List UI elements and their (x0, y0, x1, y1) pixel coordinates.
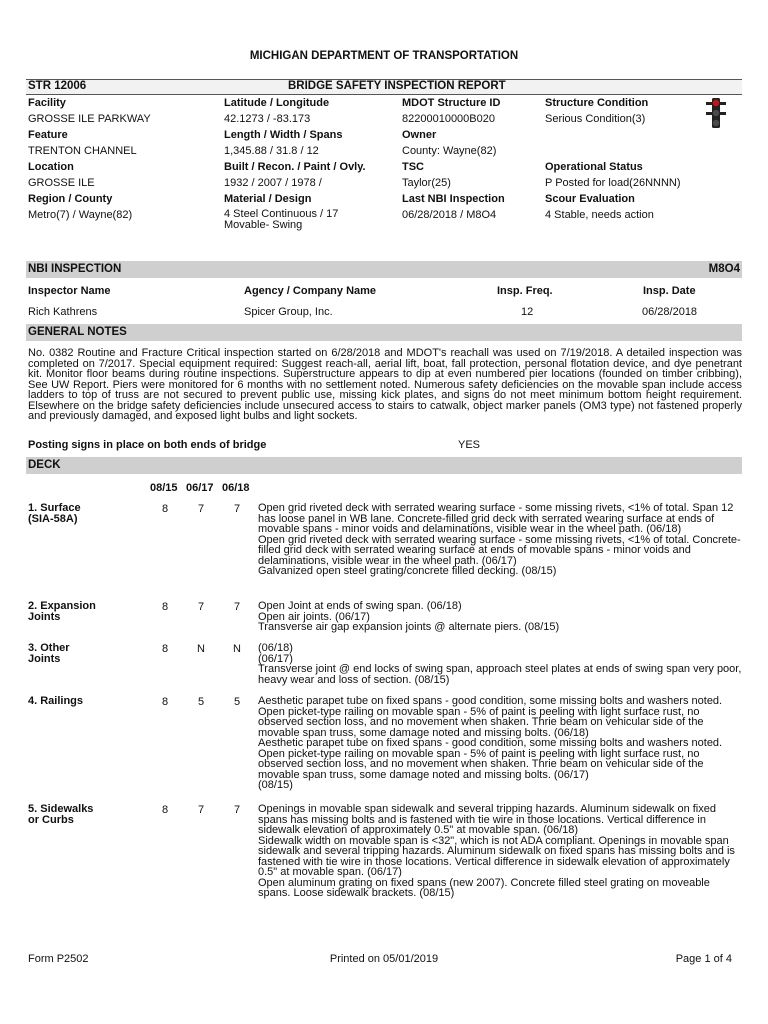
deck-row-label: 3. Other Joints (28, 642, 70, 665)
region-label: Region / County (28, 193, 113, 205)
deck-row-label: 1. Surface (SIA-58A) (28, 502, 81, 525)
structure-condition-value: Serious Condition(3) (545, 113, 646, 125)
report-title: BRIDGE SAFETY INSPECTION REPORT (288, 80, 506, 92)
posting-signs-label: Posting signs in place on both ends of bridge (28, 439, 267, 451)
deck-row-description: Aesthetic parapet tube on fixed spans - good condition, some missing bolts and washers noted. Open picket-type railing on movable span - 5% of paint is peeling with light surface rust, no observed section loss, and no movement when shaken. Thrie beam on vehicular side of the movable span truss, some damage noted and missing bolts. (06/18) Aesthetic parapet tube on fixed spans - good condition, some missing bolts and washers noted. Open picket-type railing on movable span - 5% of paint is peeling with light surface rust, no observed section loss, and no movement when shaken. Thrie beam on vehicular side of the movable span truss, some damage noted and missing bolts. (06/17) (08/15) (258, 695, 723, 791)
rating-0815: 8 (161, 503, 169, 515)
rating-0617: 5 (197, 696, 205, 708)
location-label: Location (28, 161, 74, 173)
length-label: Length / Width / Spans (224, 129, 343, 141)
structure-condition-label: Structure Condition (545, 97, 649, 109)
rating-0618: 7 (233, 503, 241, 515)
insp-date-header: Insp. Date (643, 285, 696, 297)
rating-0617: 7 (197, 804, 205, 816)
built-value: 1932 / 2007 / 1978 / (224, 177, 322, 189)
agency-name-header: Agency / Company Name (244, 285, 377, 297)
insp-freq-header: Insp. Freq. (497, 285, 553, 297)
deck-row-label: 5. Sidewalks or Curbs (28, 803, 94, 826)
inspector-name-header: Inspector Name (28, 285, 111, 297)
deck-section-header (26, 457, 742, 474)
insp-date: 06/28/2018 (642, 306, 698, 318)
feature-label: Feature (28, 129, 68, 141)
deck-row-label: 2. Expansion Joints (28, 600, 96, 623)
deck-col-0815: 08/15 (150, 482, 178, 494)
deck-col-0618: 06/18 (222, 482, 250, 494)
facility-label: Facility (28, 97, 66, 109)
nbi-section-header (26, 261, 742, 278)
material-label: Material / Design (224, 193, 312, 205)
latlon-value: 42.1273 / -83.173 (224, 113, 311, 125)
nbi-section-title: NBI INSPECTION (28, 263, 122, 275)
rating-0617: 7 (197, 503, 205, 515)
latlon-label: Latitude / Longitude (224, 97, 330, 109)
general-notes-header (26, 324, 742, 341)
rating-0815: 8 (161, 804, 169, 816)
general-notes-title: GENERAL NOTES (28, 326, 127, 338)
deck-row-description: (06/18) (06/17) Transverse joint @ end locks of swing span, approach steel plates at ends of swing span very poor, heavy wear and loss of section. (08/15) (258, 642, 742, 686)
mdot-id-value: 82200010000B020 (402, 113, 495, 125)
deck-row-description: Open grid riveted deck with serrated wearing surface - some missing rivets, <1% of total. Span 12 has loose panel in WB lane. Concrete-filled grid deck with serrated wearing surface at ends of movable spans - minor voids and delaminations, visible wear in the wheel path. (06/18) Open grid riveted deck with serrated wearing surface - some missing rivets, <1% of total. Concrete-filled grid deck with serrated wearing surface at ends of movable spans - minor voids and delaminations, visible wear in the wheel path. (06/17) Galvanized open steel grating/concrete filled decking. (08/15) (258, 502, 741, 577)
agency-title: MICHIGAN DEPARTMENT OF TRANSPORTATION (249, 50, 519, 62)
rating-0815: 8 (161, 601, 169, 613)
traffic-light-icon (705, 97, 727, 129)
company-name: Spicer Group, Inc. (244, 306, 333, 318)
scour-label: Scour Evaluation (545, 193, 635, 205)
operational-status-label: Operational Status (545, 161, 643, 173)
deck-section-title: DECK (28, 459, 61, 471)
deck-row-label: 4. Railings (28, 695, 84, 707)
form-number: Form P2502 (28, 953, 89, 965)
deck-row-description: Openings in movable span sidewalk and several tripping hazards. Aluminum sidewalk on fixed spans has missing bolts and is fastened with tie wire in those locations. Vertical difference in sidewalk elevation of approximately 0.5" at movable span. (06/18) Sidewalk width on movable span is <32", which is not ADA compliant. Openings in movable span sidewalk and several tripping hazards. Aluminum sidewalk on fixed spans has missing bolts and is fastened with tie wire in those locations. Vertical difference in sidewalk elevation of approximately 0.5" at movable span. (06/17) Open aluminum grating on fixed spans (new 2007). Concrete filled steel grating on moveable spans. Loose sidewalk brackets. (08/15) (258, 803, 735, 899)
posting-signs-value: YES (458, 439, 481, 451)
general-notes-text: No. 0382 Routine and Fracture Critical inspection started on 6/28/2018 and MDOT's reachall was used on 7/19/2018. A detailed inspection was completed on 7/2017. Special equipment required: Suggest reach-all, aerial lift, boat, fall protection, personal flotation device, and dye penetrant kit. Monitor floor beams during routine inspections. Superstructure appears to dip at even numbered pier locations (founded on timber cribbing), See UW Report. Piers were monitored for 6 months with no settlement noted. Numerous safety deficiencies on the movable span include access ladders to top of truss are not secured to prevent public use, missing kick plates, and signs do not meet minimum bottom height requirement. Elsewhere on the bridge safety deficiencies include unsecured access to stairs to catwalk, object marker panels (OM3 type) not fastened properly and previously damaged, and exposed light bulbs and light sockets. (28, 347, 742, 422)
owner-value: County: Wayne(82) (402, 145, 497, 157)
location-value: GROSSE ILE (28, 177, 95, 189)
deck-row-description: Open Joint at ends of swing span. (06/18) Open air joints. (06/17) Transverse air gap expansion joints @ alternate piers. (08/15) (258, 600, 560, 633)
tsc-value: Taylor(25) (402, 177, 451, 189)
owner-label: Owner (402, 129, 437, 141)
deck-col-0617: 06/17 (186, 482, 214, 494)
rating-0618: 7 (233, 804, 241, 816)
built-label: Built / Recon. / Paint / Ovly. (224, 161, 366, 173)
structure-number: STR 12006 (28, 80, 87, 92)
length-value: 1,345.88 / 31.8 / 12 (224, 145, 319, 157)
inspector-name: Rich Kathrens (28, 306, 98, 318)
rating-0618: N (233, 643, 241, 655)
last-nbi-value: 06/28/2018 / M8O4 (402, 209, 497, 221)
tsc-label: TSC (402, 161, 424, 173)
last-nbi-label: Last NBI Inspection (402, 193, 505, 205)
page-number: Page 1 of 4 (675, 953, 732, 965)
report-header-bar (26, 79, 742, 95)
rating-0618: 7 (233, 601, 241, 613)
nbi-section-code: M8O4 (708, 263, 740, 275)
operational-status-value: P Posted for load(26NNNN) (545, 177, 681, 189)
insp-freq: 12 (521, 306, 534, 318)
mdot-id-label: MDOT Structure ID (402, 97, 501, 109)
scour-value: 4 Stable, needs action (545, 209, 654, 221)
rating-0617: 7 (197, 601, 205, 613)
rating-0815: 8 (161, 643, 169, 655)
rating-0618: 5 (233, 696, 241, 708)
facility-value: GROSSE ILE PARKWAY (28, 113, 151, 125)
rating-0617: N (197, 643, 205, 655)
material-value: 4 Steel Continuous / 17 Movable- Swing (224, 208, 339, 231)
printed-date: Printed on 05/01/2019 (329, 953, 439, 965)
rating-0815: 8 (161, 696, 169, 708)
feature-value: TRENTON CHANNEL (28, 145, 137, 157)
region-value: Metro(7) / Wayne(82) (28, 209, 133, 221)
